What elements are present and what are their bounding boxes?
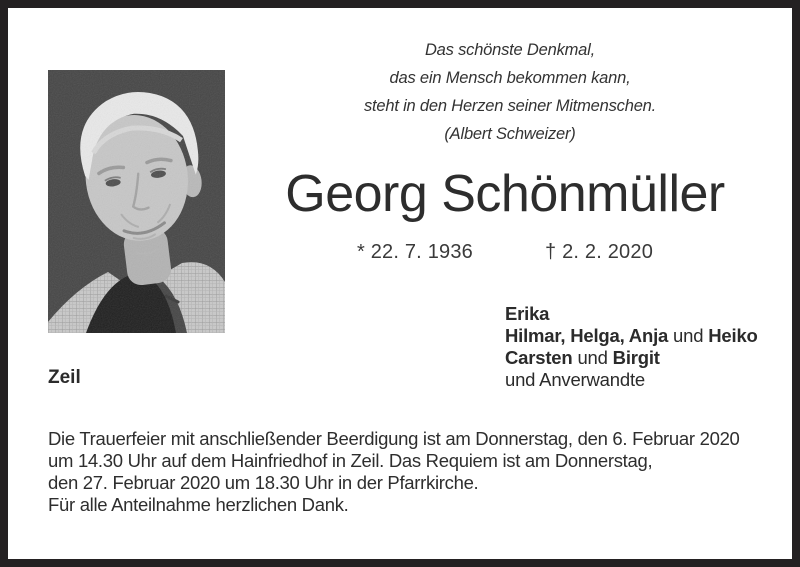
quote-line: steht in den Herzen seiner Mitmenschen. (363, 97, 657, 115)
death-date: † 2. 2. 2020 (544, 241, 654, 263)
mourners-list (505, 303, 758, 391)
funeral-announcement (48, 428, 763, 516)
mourner-line: Erika (505, 303, 550, 324)
quote-line: Das schönste Denkmal, (424, 41, 596, 59)
mourner-line: Carsten und Birgit (505, 347, 660, 368)
mourner-line: und Anverwandte (505, 369, 645, 390)
quote-line: das ein Mensch bekommen kann, (389, 69, 631, 87)
deceased-name: Georg Schönmüller (285, 165, 725, 223)
announcement-line: den 27. Februar 2020 um 18.30 Uhr in der Pfarrkirche. (48, 472, 479, 493)
memorial-quote (290, 36, 730, 148)
announcement-line: Die Trauerfeier mit anschließender Beerdigung ist am Donnerstag, den 6. Februar 2020 (48, 428, 740, 449)
quote-attribution: (Albert Schweizer) (444, 125, 576, 143)
announcement-line: um 14.30 Uhr auf dem Hainfriedhof in Zeil. Das Requiem ist am Donnerstag, (48, 450, 653, 471)
portrait-photo (48, 70, 225, 333)
thanks-line: Für alle Anteilnahme herzlichen Dank. (48, 494, 349, 515)
mourner-line: Hilmar, Helga, Anja und Heiko (505, 325, 758, 346)
life-dates (240, 241, 770, 264)
city-label: Zeil (48, 367, 81, 388)
birth-date: * 22. 7. 1936 (356, 241, 473, 263)
